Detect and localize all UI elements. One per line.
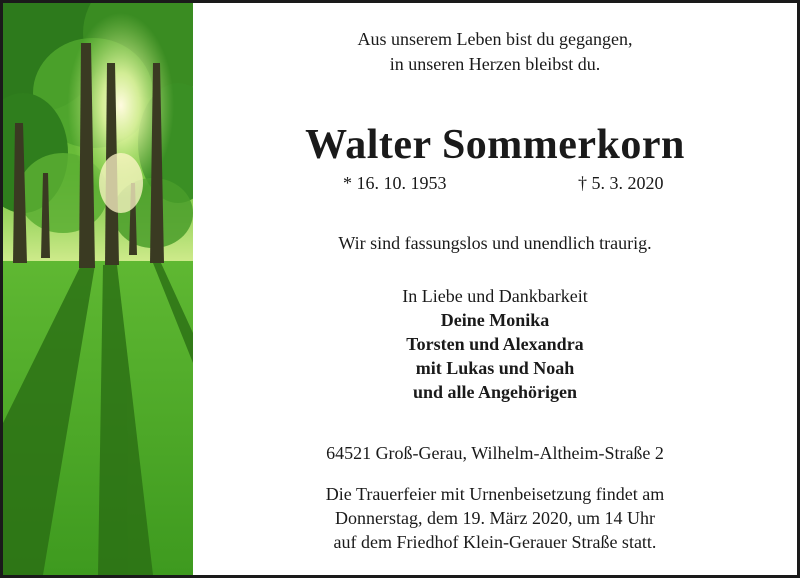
- mourners-intro: In Liebe und Dankbarkeit: [402, 286, 588, 306]
- ceremony-line-3: auf dem Friedhof Klein-Gerauer Straße statt.: [333, 532, 657, 552]
- ceremony-line-2: Donnerstag, dem 19. März 2020, um 14 Uhr: [335, 508, 655, 528]
- life-dates: [193, 173, 797, 197]
- mourner-name: mit Lukas und Noah: [415, 358, 575, 378]
- mourner-name: und alle Angehörigen: [412, 382, 578, 402]
- motto-line-2: in unseren Herzen bleibst du.: [389, 54, 601, 74]
- obituary-notice: [3, 3, 797, 575]
- deceased-name: Walter Sommerkorn: [305, 122, 685, 168]
- family-address: 64521 Groß-Gerau, Wilhelm-Altheim-Straße 2: [326, 443, 664, 463]
- death-date: † 5. 3. 2020: [578, 173, 664, 193]
- mourner-name: Torsten und Alexandra: [406, 334, 584, 354]
- sun-glow: [99, 153, 143, 213]
- mourner-name: Deine Monika: [440, 310, 550, 330]
- park-trees-photo: [3, 3, 193, 575]
- notice-text: [193, 3, 797, 575]
- motto-line-1: Aus unserem Leben bist du gegangen,: [357, 29, 633, 49]
- park-illustration: [3, 3, 193, 575]
- ceremony-line-1: Die Trauerfeier mit Urnenbeisetzung findet am: [325, 484, 665, 504]
- statement: Wir sind fassungslos und unendlich traurig.: [338, 233, 652, 253]
- birth-date: * 16. 10. 1953: [343, 173, 447, 193]
